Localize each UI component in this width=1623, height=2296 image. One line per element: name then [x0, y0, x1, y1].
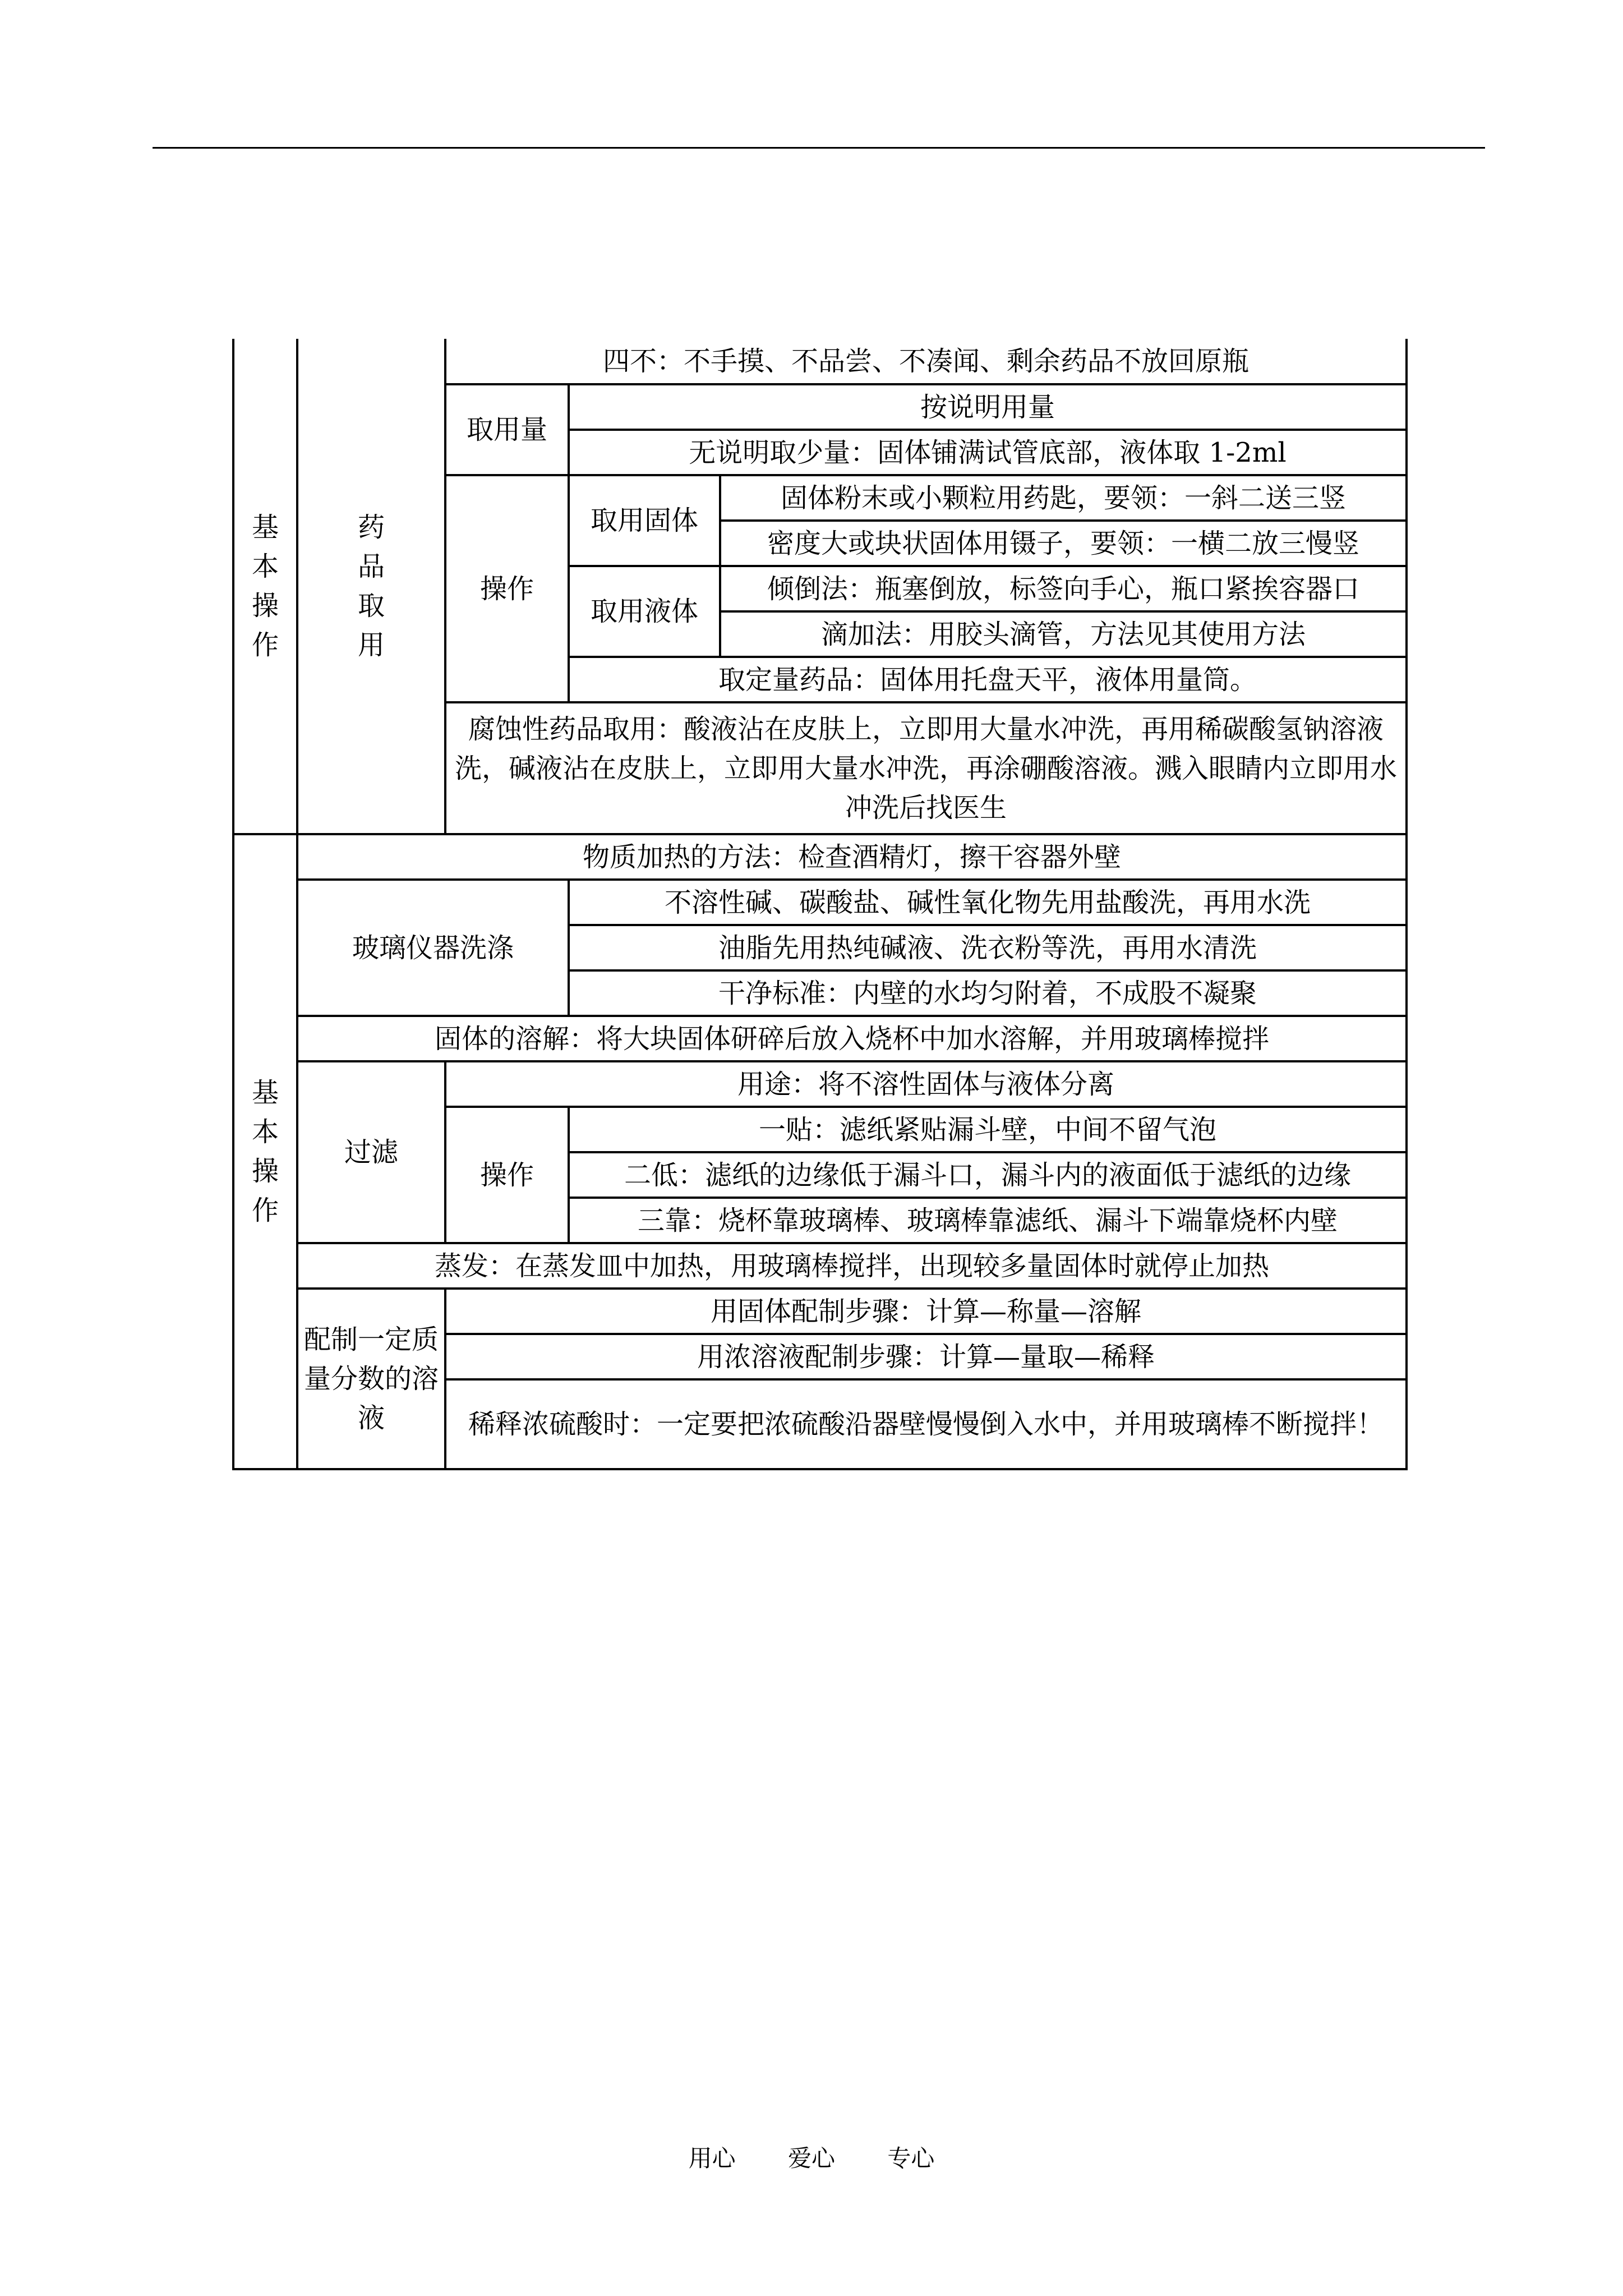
footer-word: 用心 [688, 2145, 736, 2172]
table-row [233, 834, 1407, 880]
principle-cell: 四不：不手摸、不品尝、不凑闻、剩余药品不放回原瓶 [445, 339, 1407, 384]
solution-rule: 稀释浓硫酸时：一定要把浓硫酸沿器壁慢慢倒入水中，并用玻璃棒不断搅拌！ [445, 1379, 1407, 1469]
liquid-rule: 倾倒法：瓶塞倒放，标签向手心，瓶口紧挨容器口 [720, 566, 1407, 611]
solution-label: 配制一定质量分数的溶液 [297, 1289, 445, 1469]
section-subtitle: 药 品 取 用 [297, 339, 445, 834]
filter-op-label: 操作 [445, 1107, 569, 1243]
heating-rule: 物质加热的方法：检查酒精灯，擦干容器外壁 [297, 834, 1407, 880]
chemistry-operations-table [232, 339, 1408, 1470]
filter-use: 用途：将不溶性固体与液体分离 [445, 1061, 1407, 1107]
page-footer [0, 2140, 1623, 2174]
table-row [233, 1289, 1407, 1334]
header-rule [153, 147, 1485, 149]
footer-word: 爱心 [787, 2145, 835, 2172]
table-row [233, 880, 1407, 925]
footer-word: 专心 [887, 2145, 935, 2172]
washing-rule: 不溶性碱、碳酸盐、碱性氧化物先用盐酸洗，再用水洗 [569, 880, 1407, 925]
liquid-label: 取用液体 [569, 566, 720, 657]
table-row [233, 339, 1407, 384]
amount-rule: 按说明用量 [569, 384, 1407, 430]
section-title: 基 本 操 作 [233, 339, 297, 834]
table-row [233, 1243, 1407, 1289]
operation-label: 操作 [445, 475, 569, 702]
liquid-rule: 滴加法：用胶头滴管，方法见其使用方法 [720, 611, 1407, 657]
solution-rule: 用浓溶液配制步骤：计算—量取—稀释 [445, 1334, 1407, 1379]
amount-rule: 无说明取少量：固体铺满试管底部，液体取 1-2ml [569, 430, 1407, 475]
filter-op: 二低：滤纸的边缘低于漏斗口，漏斗内的液面低于滤纸的边缘 [569, 1152, 1407, 1198]
washing-rule: 油脂先用热纯碱液、洗衣粉等洗，再用水清洗 [569, 925, 1407, 970]
evaporation-rule: 蒸发：在蒸发皿中加热，用玻璃棒搅拌，出现较多量固体时就停止加热 [297, 1243, 1407, 1289]
solid-label: 取用固体 [569, 475, 720, 566]
section-title: 基 本 操 作 [233, 834, 297, 1469]
table-row [233, 1016, 1407, 1061]
quantitative-rule: 取定量药品：固体用托盘天平，液体用量筒。 [569, 657, 1407, 702]
table-row [233, 1061, 1407, 1107]
dissolving-rule: 固体的溶解：将大块固体研碎后放入烧杯中加水溶解，并用玻璃棒搅拌 [297, 1016, 1407, 1061]
washing-label: 玻璃仪器洗涤 [297, 880, 569, 1016]
filter-op: 一贴：滤纸紧贴漏斗壁，中间不留气泡 [569, 1107, 1407, 1152]
filter-label: 过滤 [297, 1061, 445, 1243]
solid-rule: 固体粉末或小颗粒用药匙，要领：一斜二送三竖 [720, 475, 1407, 521]
solid-rule: 密度大或块状固体用镊子，要领：一横二放三慢竖 [720, 521, 1407, 566]
solution-rule: 用固体配制步骤：计算—称量—溶解 [445, 1289, 1407, 1334]
corrosive-rule: 腐蚀性药品取用：酸液沾在皮肤上，立即用大量水冲洗，再用稀碳酸氢钠溶液洗，碱液沾在皮肤上，立即用大量水冲洗，再涂硼酸溶液。溅入眼睛内立即用水冲洗后找医生 [445, 702, 1407, 834]
washing-rule: 干净标准：内壁的水均匀附着，不成股不凝聚 [569, 970, 1407, 1016]
amount-label: 取用量 [445, 384, 569, 475]
filter-op: 三靠：烧杯靠玻璃棒、玻璃棒靠滤纸、漏斗下端靠烧杯内壁 [569, 1198, 1407, 1243]
